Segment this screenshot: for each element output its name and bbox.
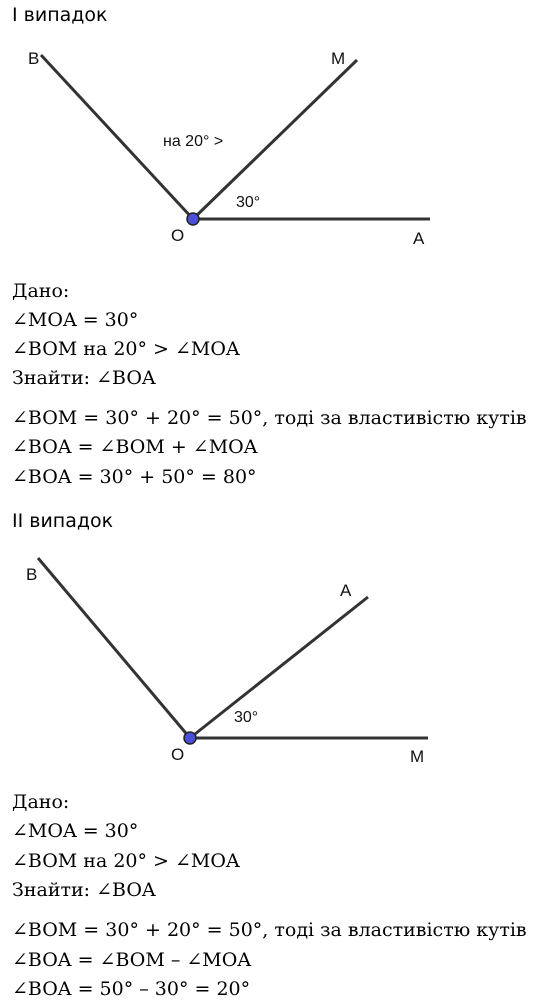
case2-given-1: ∠MOA = 30° xyxy=(12,820,139,842)
case1-find: Знайти: ∠BOA xyxy=(12,367,156,389)
label-b: B xyxy=(28,49,40,68)
point-o xyxy=(184,732,196,744)
point-o xyxy=(187,213,199,225)
case1-given-1: ∠MOA = 30° xyxy=(12,309,139,331)
label-a: A xyxy=(340,581,352,600)
label-o: O xyxy=(171,745,185,764)
case1-given-2: ∠BOM на 20° > ∠MOA xyxy=(12,338,240,360)
case1-solution-1: ∠BOM = 30° + 20° = 50°, тоді за властивістю кутів xyxy=(12,407,527,429)
case2-heading: II випадок xyxy=(12,510,114,532)
case1-heading: I випадок xyxy=(12,4,108,26)
angle-value: 30° xyxy=(234,709,259,726)
label-a: A xyxy=(413,229,425,248)
label-m: M xyxy=(410,747,425,766)
case2-given-2: ∠BOM на 20° > ∠MOA xyxy=(12,850,240,872)
label-o: O xyxy=(171,226,185,245)
angle-value: 30° xyxy=(236,194,261,211)
case1-given-title: Дано: xyxy=(12,280,70,302)
case1-diagram xyxy=(0,0,548,260)
case2-solution-2: ∠BOA = ∠BOM – ∠MOA xyxy=(12,949,252,971)
case2-solution-3: ∠BOA = 50° – 30° = 20° xyxy=(12,978,251,1000)
ray-ob xyxy=(38,558,190,738)
label-b: B xyxy=(26,565,38,584)
angle-difference-note: на 20° > xyxy=(163,133,224,150)
label-m: M xyxy=(331,49,346,68)
ray-oa xyxy=(190,597,368,738)
case2-diagram xyxy=(0,530,548,790)
case1-solution-3: ∠BOA = 30° + 50° = 80° xyxy=(12,466,257,488)
case2-solution-1: ∠BOM = 30° + 20° = 50°, тоді за властивістю кутів xyxy=(12,919,527,941)
case2-given-title: Дано: xyxy=(12,791,70,813)
case2-find: Знайти: ∠BOA xyxy=(12,879,156,901)
case1-solution-2: ∠BOA = ∠BOM + ∠MOA xyxy=(12,436,258,458)
